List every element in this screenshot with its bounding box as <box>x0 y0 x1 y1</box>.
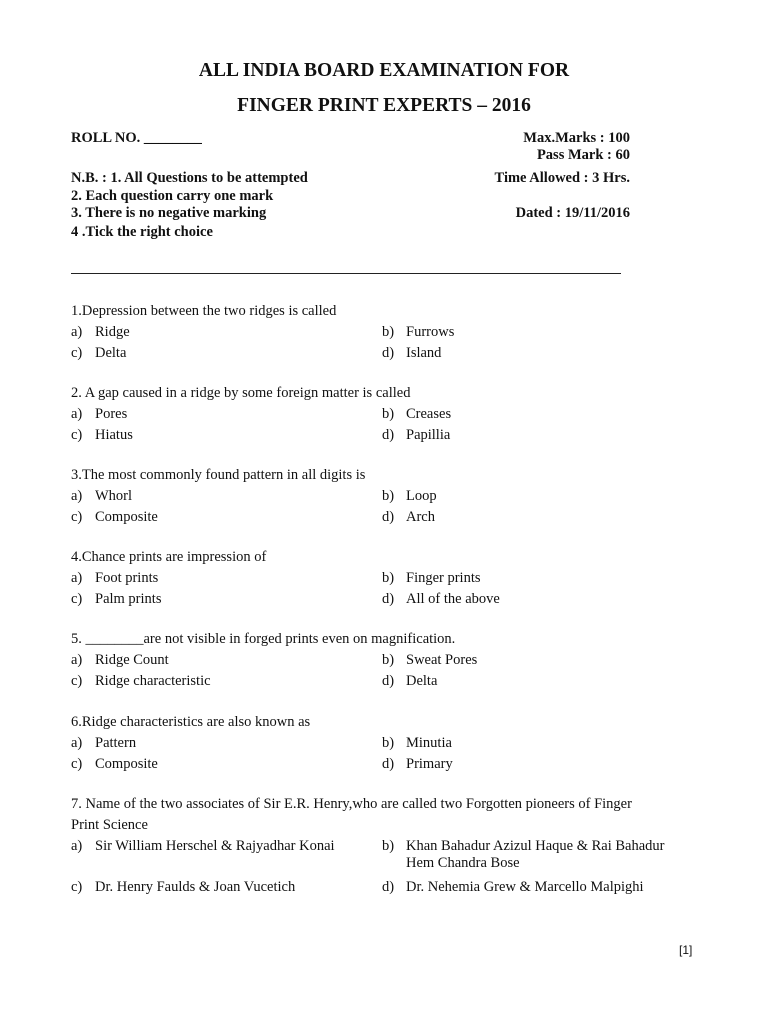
question-6-option-a[interactable]: a) Pattern <box>71 735 137 751</box>
question-3-option-a[interactable]: a) Whorl <box>71 488 133 504</box>
question-6-option-c[interactable]: c) Composite <box>71 756 158 772</box>
question-3-option-b[interactable]: b) Loop <box>382 488 437 504</box>
question-2-option-c[interactable]: c) Hiatus <box>71 427 133 443</box>
time-allowed: Time Allowed : 3 Hrs. <box>494 170 630 186</box>
question-1-option-a[interactable]: a) Ridge <box>71 324 130 340</box>
question-4-option-d[interactable]: d) All of the above <box>382 591 500 607</box>
question-7-option-b[interactable]: b) Khan Bahadur Azizul Haque & Rai Bahadur Hem Chandra Bose <box>382 838 665 871</box>
question-2-option-b[interactable]: b) Creases <box>382 406 452 422</box>
header-divider <box>71 273 621 274</box>
question-6-option-b[interactable]: b) Minutia <box>382 735 452 751</box>
note-2: 2. Each question carry one mark <box>71 188 274 204</box>
question-1-text: 1.Depression between the two ridges is called <box>71 303 337 319</box>
exam-title-line-1: ALL INDIA BOARD EXAMINATION FOR <box>198 60 570 81</box>
question-1-option-c[interactable]: c) Delta <box>71 345 127 361</box>
question-4-option-b[interactable]: b) Finger prints <box>382 570 481 586</box>
page-number: [1] <box>679 943 693 957</box>
question-3-text: 3.The most commonly found pattern in all digits is <box>71 467 366 483</box>
question-5-option-a[interactable]: a) Ridge Count <box>71 652 169 668</box>
question-3-option-d[interactable]: d) Arch <box>382 509 435 525</box>
exam-title-line-2: FINGER PRINT EXPERTS – 2016 <box>237 95 531 116</box>
pass-mark: Pass Mark : 60 <box>536 147 630 163</box>
question-4-option-a[interactable]: a) Foot prints <box>71 570 159 586</box>
note-4: 4 .Tick the right choice <box>71 224 213 240</box>
max-marks: Max.Marks : 100 <box>523 130 630 146</box>
question-4-option-c[interactable]: c) Palm prints <box>71 591 162 607</box>
exam-date: Dated : 19/11/2016 <box>515 205 630 221</box>
question-2-option-a[interactable]: a) Pores <box>71 406 128 422</box>
question-1-option-d[interactable]: d) Island <box>382 345 442 361</box>
question-7-option-a[interactable]: a) Sir William Herschel & Rajyadhar Konai <box>71 838 335 854</box>
question-5-option-d[interactable]: d) Delta <box>382 673 438 689</box>
question-7-text-line-2: Print Science <box>71 817 148 833</box>
question-5-option-c[interactable]: c) Ridge characteristic <box>71 673 211 689</box>
question-6-text: 6.Ridge characteristics are also known as <box>71 714 311 730</box>
question-7-option-c[interactable]: c) Dr. Henry Faulds & Joan Vucetich <box>71 879 296 895</box>
question-2-text: 2. A gap caused in a ridge by some foreign matter is called <box>71 385 411 401</box>
question-5-option-b[interactable]: b) Sweat Pores <box>382 652 478 668</box>
question-4-text: 4.Chance prints are impression of <box>71 549 267 565</box>
question-5-text: 5. ________are not visible in forged prints even on magnification. <box>71 631 456 647</box>
question-7-text-line-1: 7. Name of the two associates of Sir E.R. Henry,who are called two Forgotten pioneers of Finger <box>71 796 632 812</box>
note-3: 3. There is no negative marking <box>71 205 267 221</box>
question-3-option-c[interactable]: c) Composite <box>71 509 158 525</box>
question-1-option-b[interactable]: b) Furrows <box>382 324 455 340</box>
question-6-option-d[interactable]: d) Primary <box>382 756 453 772</box>
note-1: N.B. : 1. All Questions to be attempted <box>71 170 308 186</box>
question-2-option-d[interactable]: d) Papillia <box>382 427 451 443</box>
question-7-option-d[interactable]: d) Dr. Nehemia Grew & Marcello Malpighi <box>382 879 644 895</box>
roll-number-field: ROLL NO. ________ <box>71 130 202 146</box>
